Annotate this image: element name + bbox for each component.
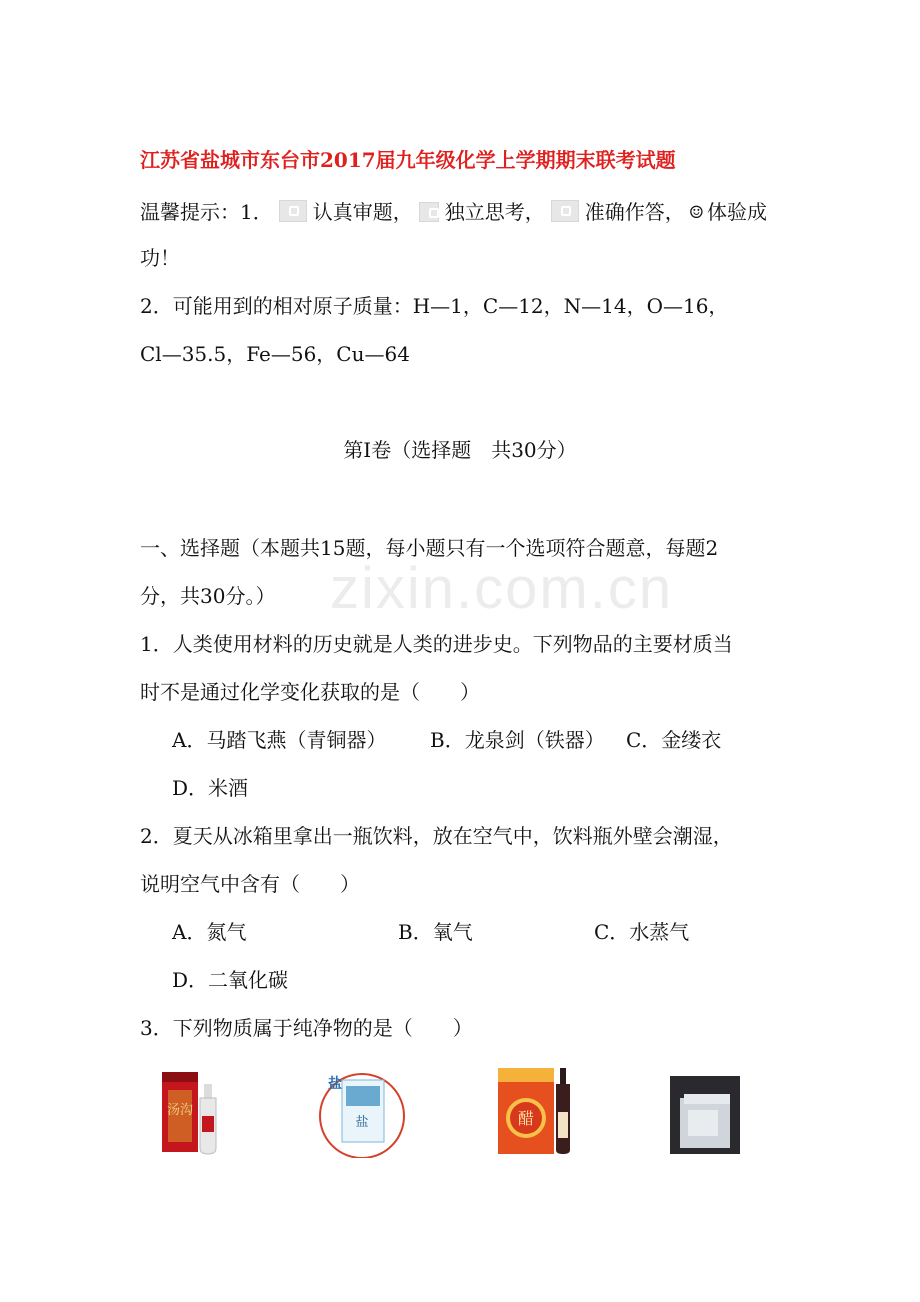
watermark: zixin.com.cn	[330, 556, 674, 621]
liquor-label: 汤沟	[166, 1103, 194, 1118]
part-intro-1: 一、选择题（本题共15题，每小题只有一个选项符合题意，每题2	[140, 536, 719, 560]
pencil-icon	[551, 200, 579, 222]
q2-stem-2: 说明空气中含有（ ）	[140, 872, 360, 896]
section-heading: 第I卷（选择题 共30分）	[343, 438, 577, 462]
q3-stem: 3．下列物质属于纯净物的是（ ）	[140, 1016, 473, 1040]
q1-option-a: A．马踏飞燕（青铜器）	[172, 728, 387, 752]
document-title: 江苏省盐城市东台市2017届九年级化学上学期期末联考试题	[140, 148, 676, 172]
tips-line-1	[140, 198, 767, 227]
ice-cube-image	[670, 1076, 740, 1154]
salt-label: 盐	[355, 1115, 369, 1130]
q2-option-d: D．二氧化碳	[172, 968, 289, 992]
salt-bag-image	[316, 1070, 408, 1158]
q2-stem-1: 2．夏天从冰箱里拿出一瓶饮料，放在空气中，饮料瓶外壁会潮湿，	[140, 824, 733, 848]
pencil-icon	[279, 200, 307, 222]
tips-lead: 温馨提示：1．	[140, 200, 273, 224]
vinegar-image	[496, 1062, 576, 1158]
q1-option-b: B．龙泉剑（铁器）	[430, 728, 605, 752]
q1-stem-2: 时不是通过化学变化获取的是（ ）	[140, 680, 480, 704]
tips-line-1b: 功！	[140, 246, 180, 270]
part-intro-2: 分，共30分。）	[140, 584, 276, 608]
q1-stem-1: 1．人类使用材料的历史就是人类的进步史。下列物品的主要材质当	[140, 632, 733, 656]
q1-option-d: D．米酒	[172, 776, 249, 800]
atomic-mass-line-2: Cl—35.5，Fe—56，Cu—64	[140, 342, 410, 366]
q1-option-c: C．金缕衣	[626, 728, 722, 752]
tip-4: 体验成	[706, 200, 767, 224]
salt-brand-char: 盐	[328, 1076, 342, 1092]
tip-2: 独立思考，	[444, 200, 545, 224]
tip-3: 准确作答，	[584, 200, 685, 224]
q2-option-b: B．氧气	[398, 920, 473, 944]
q2-option-a: A．氮气	[172, 920, 247, 944]
atomic-mass-line-1: 2．可能用到的相对原子质量：H—1，C—12，N—14，O—16，	[140, 294, 729, 318]
tip-1: 认真审题，	[312, 200, 413, 224]
pencil-icon	[419, 202, 439, 222]
liquor-bottle-image	[160, 1068, 224, 1158]
q2-option-c: C．水蒸气	[594, 920, 690, 944]
vinegar-label: 醋	[517, 1109, 535, 1128]
smiley-icon: ☺	[688, 203, 704, 223]
